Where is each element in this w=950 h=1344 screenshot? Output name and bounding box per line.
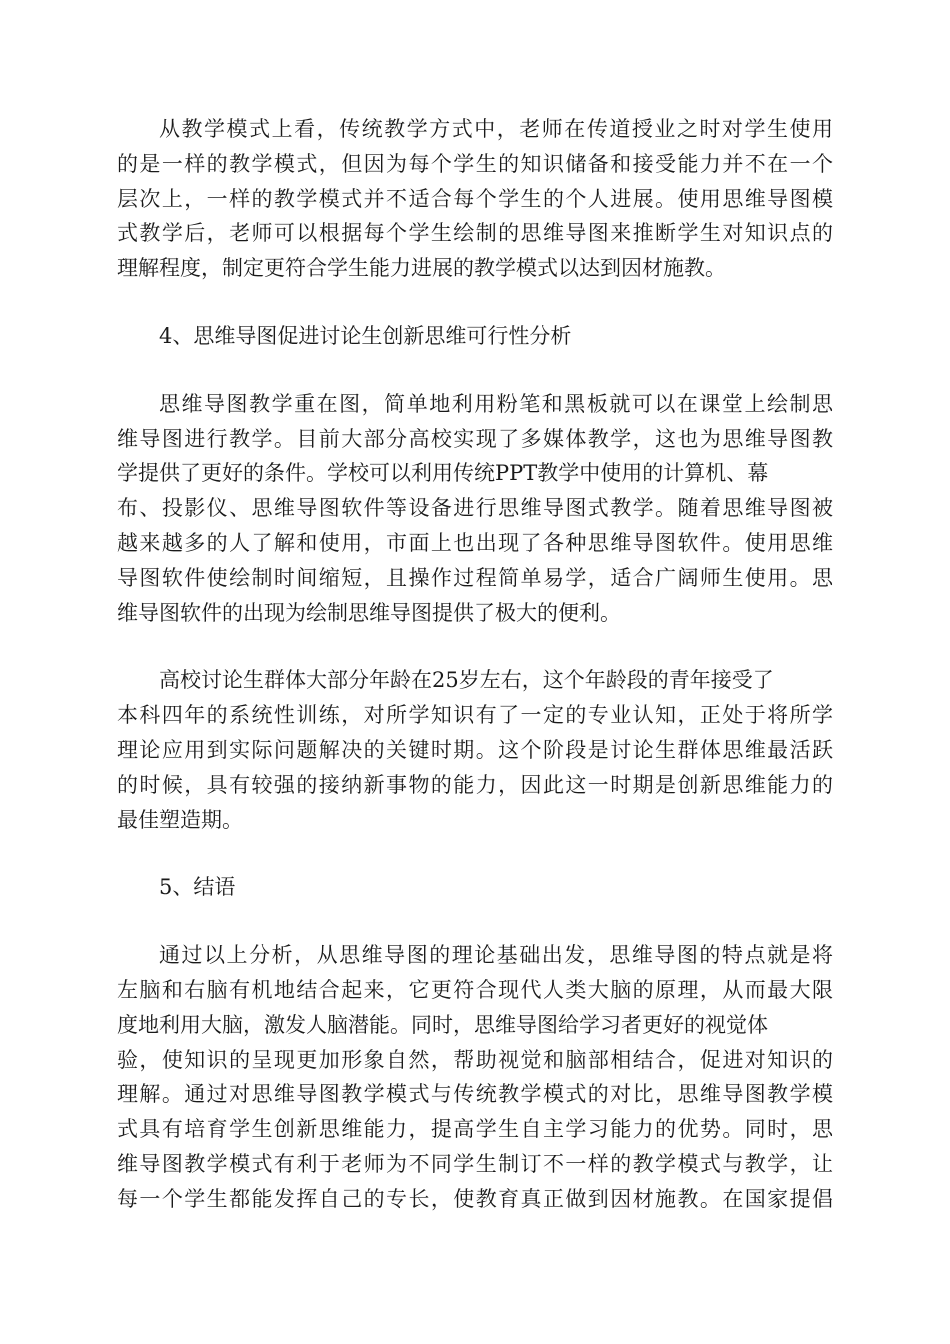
text-line: 的是一样的教学模式，但因为每个学生的知识储备和接受能力并不在一个 (117, 151, 833, 176)
paragraph (117, 663, 833, 837)
text-line: 导图软件使绘制时间缩短，且操作过程简单易学，适合广阔师生使用。思 (117, 565, 833, 590)
heading-text: 4、思维导图促进讨论生创新思维可行性分析 (159, 323, 572, 348)
section-heading-5 (117, 870, 833, 905)
text-line: 理论应用到实际问题解决的关键时期。这个阶段是讨论生群体思维最活跃 (117, 737, 833, 762)
heading-text: 5、结语 (159, 875, 236, 900)
text-line: 左脑和右脑有机地结合起来，它更符合现代人类大脑的原理，从而最大限 (117, 977, 833, 1002)
text-line: 式教学后，老师可以根据每个学生绘制的思维导图来推断学生对知识点的 (117, 221, 833, 246)
document-page (117, 112, 833, 1217)
section-heading-4 (117, 319, 833, 354)
text-line: 理解程度，制定更符合学生能力进展的教学模式以达到因材施教。 (117, 256, 726, 281)
text-line: 通过以上分析，从思维导图的理论基础出发，思维导图的特点就是将 (159, 943, 833, 968)
text-line: 布、投影仪、思维导图软件等设备进行思维导图式教学。随着思维导图被 (117, 496, 833, 521)
text-line: 的时候，具有较强的接纳新事物的能力，因此这一时期是创新思维能力的 (117, 772, 833, 797)
text-line: 最佳塑造期。 (117, 807, 243, 832)
text-line: 维导图软件的出现为绘制思维导图提供了极大的便利。 (117, 600, 621, 625)
text-line: 验，使知识的呈现更加形象自然，帮助视觉和脑部相结合，促进对知识的 (117, 1047, 833, 1072)
text-line: 度地利用大脑，激发人脑潜能。同时，思维导图给学习者更好的视觉体 (117, 1012, 768, 1037)
text-line: 从教学模式上看，传统教学方式中，老师在传道授业之时对学生使用 (159, 117, 833, 141)
text-line: 越来越多的人了解和使用，市面上也出现了各种思维导图软件。使用思维 (117, 530, 833, 555)
text-line: 高校讨论生群体大部分年龄在25岁左右，这个年龄段的青年接受了 (159, 668, 774, 693)
paragraph (117, 938, 833, 1216)
text-line: 维导图进行教学。目前大部分高校实现了多媒体教学，这也为思维导图教 (117, 426, 833, 451)
text-line: 层次上，一样的教学模式并不适合每个学生的个人进展。使用思维导图模 (117, 186, 833, 211)
text-line: 学提供了更好的条件。学校可以利用传统PPT教学中使用的计算机、幕 (117, 461, 769, 486)
text-line: 本科四年的系统性训练，对所学知识有了一定的专业认知，正处于将所学 (117, 703, 833, 728)
text-line: 维导图教学模式有利于老师为不同学生制订不一样的教学模式与教学，让 (117, 1151, 833, 1176)
text-line: 式具有培育学生创新思维能力，提高学生自主学习能力的优势。同时，思 (117, 1117, 833, 1142)
text-line: 理解。通过对思维导图教学模式与传统教学模式的对比，思维导图教学模 (117, 1082, 833, 1107)
paragraph (117, 112, 833, 286)
paragraph (117, 387, 833, 631)
text-line: 思维导图教学重在图，简单地利用粉笔和黑板就可以在课堂上绘制思 (159, 391, 833, 416)
text-line: 每一个学生都能发挥自己的专长，使教育真正做到因材施教。在国家提倡 (117, 1186, 833, 1211)
